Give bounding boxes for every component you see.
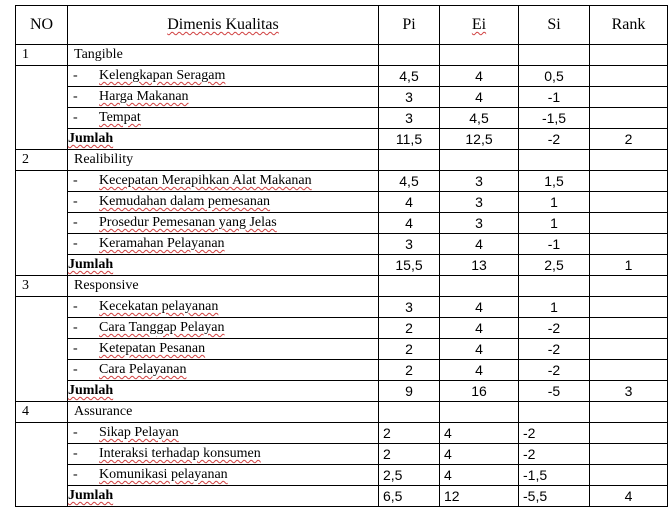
item-rank-blank (590, 465, 668, 486)
item-pi: 2 (379, 444, 440, 465)
item-si: 0,5 (519, 66, 590, 87)
item-row (16, 297, 668, 318)
item-ei: 4 (440, 66, 519, 87)
item-pi: 4,5 (379, 171, 440, 192)
number-cell-blank (16, 360, 68, 381)
item-ei: 4 (440, 465, 519, 486)
item-label: Ketepatan Pesanan (99, 341, 206, 356)
item-row (16, 234, 668, 255)
number-cell-blank (16, 171, 68, 192)
total-row (16, 129, 668, 150)
total-rank: 1 (590, 255, 668, 276)
number-cell-blank (16, 486, 68, 507)
item-row (16, 318, 668, 339)
empty-cell (379, 45, 440, 66)
item-si: -1 (519, 87, 590, 108)
item-label-cell (68, 339, 379, 360)
item-rank-blank (590, 444, 668, 465)
total-si: -5,5 (519, 486, 590, 507)
item-ei: 3 (440, 171, 519, 192)
total-rank: 2 (590, 129, 668, 150)
item-pi: 3 (379, 234, 440, 255)
total-row (16, 486, 668, 507)
item-label: Tempat (99, 110, 141, 125)
total-label-cell (68, 381, 379, 402)
section-name: Realibility (68, 150, 379, 171)
empty-cell (590, 276, 668, 297)
item-si: -1 (519, 234, 590, 255)
item-row (16, 444, 668, 465)
item-label: Kelengkapan Seragam (99, 68, 226, 83)
bullet-dash: - (73, 446, 78, 461)
item-row (16, 171, 668, 192)
item-pi: 4 (379, 192, 440, 213)
item-label-cell (68, 465, 379, 486)
item-label-cell (68, 192, 379, 213)
item-rank-blank (590, 318, 668, 339)
total-pi: 6,5 (379, 486, 440, 507)
bullet-dash: - (73, 341, 78, 356)
section-row (16, 276, 668, 297)
total-si: -5 (519, 381, 590, 402)
item-ei: 4 (440, 339, 519, 360)
item-rank-blank (590, 192, 668, 213)
item-ei: 4 (440, 318, 519, 339)
item-rank-blank (590, 87, 668, 108)
total-pi: 11,5 (379, 129, 440, 150)
header-dimension-label: Dimenis Kualitas (167, 16, 279, 33)
item-rank-blank (590, 108, 668, 129)
empty-cell (519, 45, 590, 66)
item-ei: 4 (440, 360, 519, 381)
item-label: Kecekatan pelayanan (99, 299, 219, 314)
section-number: 1 (16, 45, 68, 66)
item-pi: 2 (379, 423, 440, 444)
header-row (16, 6, 668, 45)
item-label-cell (68, 213, 379, 234)
bullet-dash: - (73, 299, 78, 314)
total-row (16, 255, 668, 276)
total-ei: 12 (440, 486, 519, 507)
number-cell-blank (16, 129, 68, 150)
number-cell-blank (16, 87, 68, 108)
item-pi: 4,5 (379, 66, 440, 87)
bullet-dash: - (73, 236, 78, 251)
header-pi: Pi (379, 6, 440, 45)
item-ei: 4 (440, 423, 519, 444)
header-dimension (68, 6, 379, 45)
item-pi: 2 (379, 360, 440, 381)
item-label: Keramahan Pelayanan (99, 236, 225, 251)
total-ei: 12,5 (440, 129, 519, 150)
item-label-cell (68, 297, 379, 318)
item-ei: 3 (440, 192, 519, 213)
number-cell-blank (16, 297, 68, 318)
bullet-dash: - (73, 362, 78, 377)
bullet-dash: - (73, 68, 78, 83)
item-label: Kecepatan Merapihkan Alat Makanan (99, 173, 312, 188)
item-row (16, 423, 668, 444)
item-row (16, 87, 668, 108)
item-si: -1,5 (519, 108, 590, 129)
item-si: 1 (519, 192, 590, 213)
number-cell-blank (16, 255, 68, 276)
empty-cell (379, 276, 440, 297)
item-label: Sikap Pelayan (99, 425, 179, 440)
header-ei-label: Ei (471, 16, 487, 33)
item-row (16, 66, 668, 87)
item-ei: 4 (440, 234, 519, 255)
total-label: Jumlah (68, 257, 114, 272)
item-pi: 3 (379, 87, 440, 108)
number-cell-blank (16, 192, 68, 213)
number-cell-blank (16, 423, 68, 444)
item-label-cell (68, 171, 379, 192)
bullet-dash: - (73, 89, 78, 104)
item-pi: 3 (379, 297, 440, 318)
item-pi: 2 (379, 318, 440, 339)
item-rank-blank (590, 339, 668, 360)
empty-cell (440, 276, 519, 297)
item-label: Harga Makanan (99, 89, 189, 104)
item-row (16, 108, 668, 129)
item-si: -2 (519, 318, 590, 339)
section-number: 3 (16, 276, 68, 297)
section-number: 2 (16, 150, 68, 171)
bullet-dash: - (73, 173, 78, 188)
item-label: Prosedur Pemesanan yang Jelas (99, 215, 277, 230)
total-label: Jumlah (68, 131, 114, 146)
empty-cell (379, 402, 440, 423)
empty-cell (590, 402, 668, 423)
number-cell-blank (16, 465, 68, 486)
item-rank-blank (590, 171, 668, 192)
item-row (16, 192, 668, 213)
item-label: Interaksi terhadap konsumen (99, 446, 261, 461)
empty-cell (590, 45, 668, 66)
total-label: Jumlah (68, 488, 114, 503)
empty-cell (440, 45, 519, 66)
item-label-cell (68, 360, 379, 381)
bullet-dash: - (73, 110, 78, 125)
total-row (16, 381, 668, 402)
item-label: Komunikasi pelayanan (99, 467, 228, 482)
item-label-cell (68, 87, 379, 108)
section-row (16, 150, 668, 171)
item-label: Kemudahan dalam pemesanan (99, 194, 271, 209)
item-row (16, 360, 668, 381)
empty-cell (590, 150, 668, 171)
item-si: -1,5 (519, 465, 590, 486)
item-label: Cara Pelayanan (99, 362, 187, 377)
section-row (16, 402, 668, 423)
item-row (16, 339, 668, 360)
empty-cell (379, 150, 440, 171)
item-ei: 4 (440, 444, 519, 465)
empty-cell (519, 276, 590, 297)
item-rank-blank (590, 423, 668, 444)
item-row (16, 465, 668, 486)
section-row (16, 45, 668, 66)
total-rank: 4 (590, 486, 668, 507)
header-si: Si (519, 6, 590, 45)
item-rank-blank (590, 66, 668, 87)
empty-cell (519, 402, 590, 423)
item-pi: 2 (379, 339, 440, 360)
section-name: Tangible (68, 45, 379, 66)
item-row (16, 213, 668, 234)
section-name: Responsive (68, 276, 379, 297)
number-cell-blank (16, 339, 68, 360)
bullet-dash: - (73, 467, 78, 482)
item-pi: 3 (379, 108, 440, 129)
item-ei: 4,5 (440, 108, 519, 129)
total-ei: 13 (440, 255, 519, 276)
quality-dimension-table (15, 5, 668, 507)
section-name: Assurance (68, 402, 379, 423)
total-pi: 9 (379, 381, 440, 402)
number-cell-blank (16, 66, 68, 87)
total-label-cell (68, 486, 379, 507)
item-rank-blank (590, 234, 668, 255)
total-pi: 15,5 (379, 255, 440, 276)
item-pi: 2,5 (379, 465, 440, 486)
total-ei: 16 (440, 381, 519, 402)
empty-cell (519, 150, 590, 171)
item-rank-blank (590, 213, 668, 234)
item-si: -2 (519, 423, 590, 444)
number-cell-blank (16, 234, 68, 255)
total-si: 2,5 (519, 255, 590, 276)
number-cell-blank (16, 444, 68, 465)
item-label-cell (68, 234, 379, 255)
bullet-dash: - (73, 320, 78, 335)
total-rank: 3 (590, 381, 668, 402)
item-label-cell (68, 423, 379, 444)
number-cell-blank (16, 108, 68, 129)
item-label: Cara Tanggap Pelayan (99, 320, 225, 335)
item-rank-blank (590, 297, 668, 318)
bullet-dash: - (73, 425, 78, 440)
item-label-cell (68, 318, 379, 339)
header-ei (440, 6, 519, 45)
bullet-dash: - (73, 215, 78, 230)
item-si: -2 (519, 360, 590, 381)
item-si: 1 (519, 213, 590, 234)
bullet-dash: - (73, 194, 78, 209)
item-si: 1,5 (519, 171, 590, 192)
item-ei: 4 (440, 297, 519, 318)
item-label-cell (68, 444, 379, 465)
item-ei: 4 (440, 87, 519, 108)
header-no: NO (16, 6, 68, 45)
item-si: 1 (519, 297, 590, 318)
section-number: 4 (16, 402, 68, 423)
empty-cell (440, 402, 519, 423)
item-si: -2 (519, 444, 590, 465)
number-cell-blank (16, 213, 68, 234)
item-pi: 4 (379, 213, 440, 234)
total-label-cell (68, 129, 379, 150)
item-si: -2 (519, 339, 590, 360)
number-cell-blank (16, 381, 68, 402)
item-ei: 3 (440, 213, 519, 234)
empty-cell (440, 150, 519, 171)
total-label: Jumlah (68, 383, 114, 398)
item-label-cell (68, 66, 379, 87)
total-label-cell (68, 255, 379, 276)
header-rank: Rank (590, 6, 668, 45)
item-label-cell (68, 108, 379, 129)
total-si: -2 (519, 129, 590, 150)
number-cell-blank (16, 318, 68, 339)
item-rank-blank (590, 360, 668, 381)
